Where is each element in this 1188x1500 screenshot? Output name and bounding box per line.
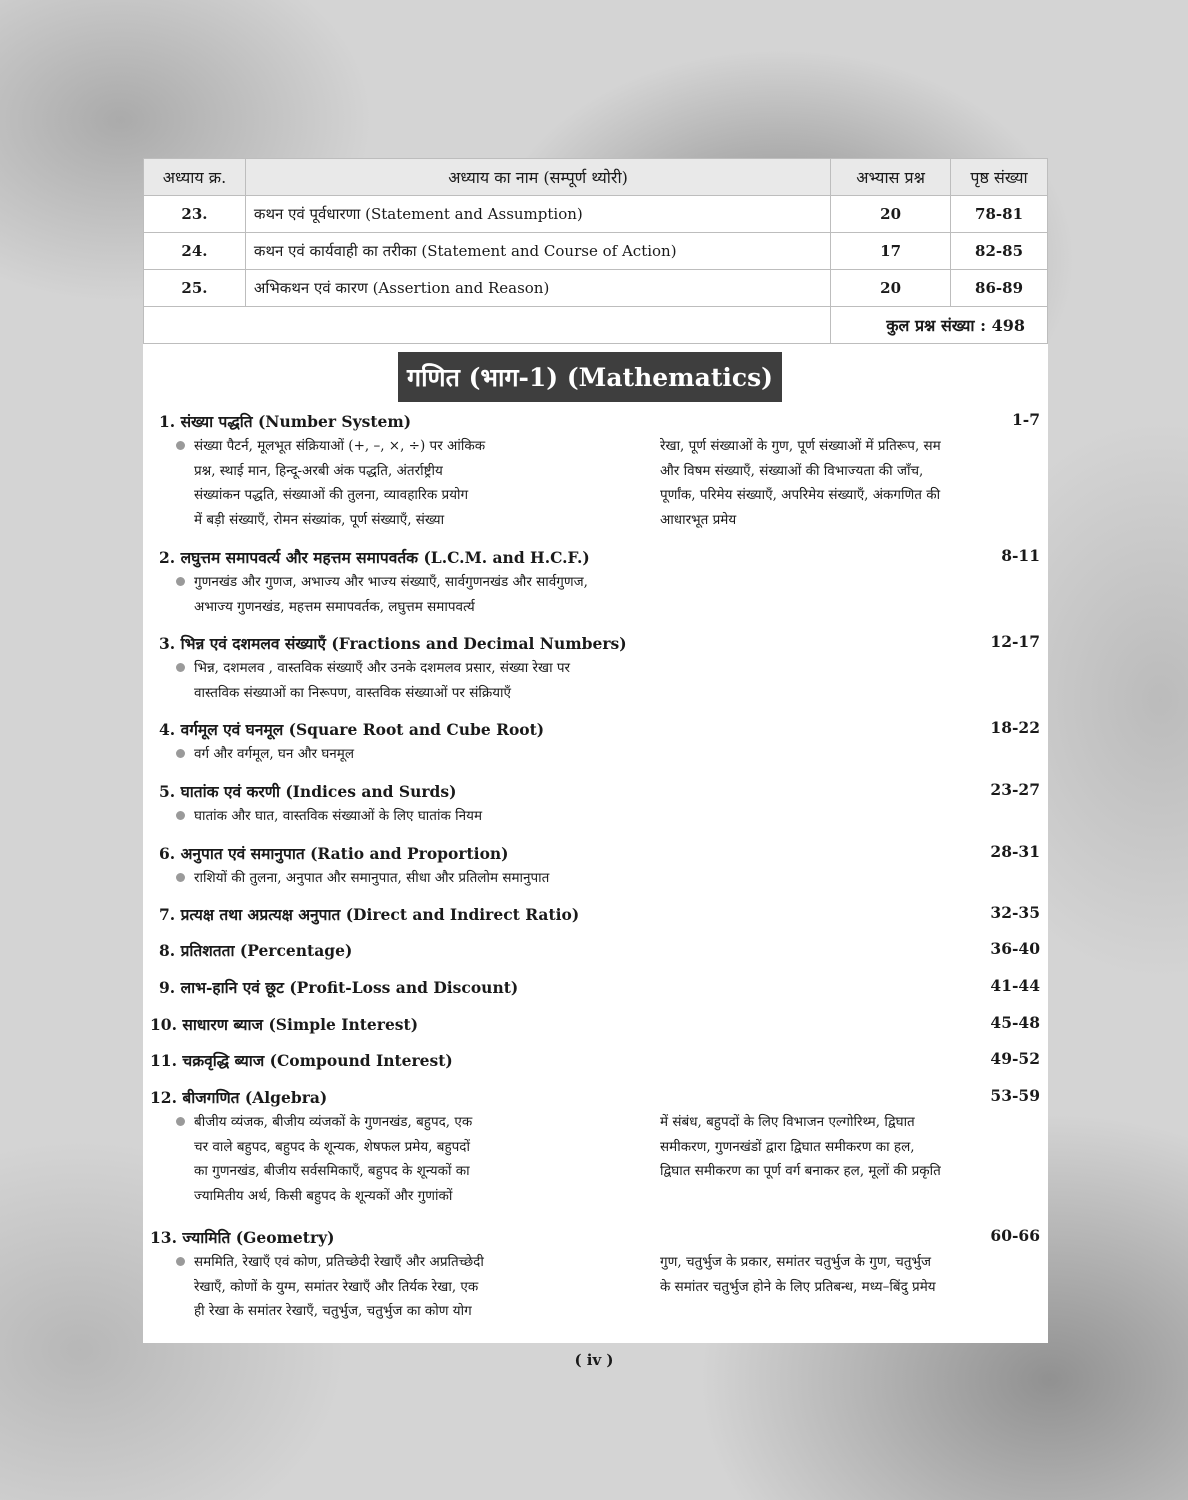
chapter-title: 9. लाभ-हानि एवं छूट (Profit-Loss and Discount) [159, 978, 519, 997]
chapter-name: कथन एवं कार्यवाही का तरीका (Statement and Course of Action) [245, 233, 830, 270]
page-number-footer: ( iv ) [574, 1351, 614, 1369]
topic-line: वर्ग और वर्गमूल, घन और घनमूल [194, 746, 355, 762]
chapter-title: 10. साधारण ब्याज (Simple Interest) [150, 1015, 419, 1034]
topics-left-column [194, 570, 674, 619]
toc-entry-heading [143, 780, 1048, 804]
toc-entry [143, 1086, 1048, 1205]
chapter-pages: 23-27 [990, 780, 1040, 799]
chapter-pages: 32-35 [990, 903, 1040, 922]
toc-entry [143, 903, 1048, 927]
chapter-pages: 18-22 [990, 718, 1040, 737]
topics-left-column [194, 742, 674, 767]
chapter-pages: 45-48 [990, 1013, 1040, 1032]
bullet-icon [176, 577, 185, 586]
toc-entry-heading [143, 1226, 1048, 1250]
chapter-table [143, 158, 1048, 344]
toc-entry [143, 718, 1048, 762]
chapter-pages: 12-17 [990, 632, 1040, 651]
toc-entry-heading [143, 1013, 1048, 1037]
topic-line: प्रश्न, स्थाई मान, हिन्दू-अरबी अंक पद्धति, अंतर्राष्ट्रीय [194, 462, 443, 479]
toc-entry-heading [143, 632, 1048, 656]
chapter-title: 4. वर्गमूल एवं घनमूल (Square Root and Cube Root) [159, 720, 545, 739]
chapter-title: 12. बीजगणित (Algebra) [150, 1088, 328, 1107]
chapter-pages: 1-7 [1011, 410, 1040, 429]
topic-line: गुणनखंड और गुणज, अभाज्य और भाज्य संख्याएँ, सार्वगुणनखंड और सार्वगुणज, [194, 574, 588, 590]
topic-line: रेखाएँ, कोणों के युग्म, समांतर रेखाएँ और तिर्यक रेखा, एक [194, 1278, 479, 1295]
chapter-pages: 36-40 [990, 939, 1040, 958]
topic-line: राशियों की तुलना, अनुपात और समानुपात, सीधा और प्रतिलोम समानुपात [194, 870, 550, 886]
practice-count: 20 [831, 270, 951, 307]
page-range: 86-89 [951, 270, 1048, 307]
toc-entry [143, 780, 1048, 824]
topic-line: घातांक और घात, वास्तविक संख्याओं के लिए घातांक नियम [194, 808, 483, 824]
bullet-icon [176, 873, 185, 882]
chapter-title: 13. ज्यामिति (Geometry) [150, 1228, 335, 1247]
header-page-number: पृष्ठ संख्या [951, 159, 1048, 196]
topic-line: के समांतर चतुर्भुज होने के लिए प्रतिबन्ध, मध्य–बिंदु प्रमेय [660, 1278, 936, 1295]
total-spacer [144, 307, 831, 344]
chapter-title: 8. प्रतिशतता (Percentage) [159, 941, 353, 960]
chapter-title: 3. भिन्न एवं दशमलव संख्याएँ (Fractions and Decimal Numbers) [159, 634, 627, 653]
table-row [144, 196, 1048, 233]
topic-line: भिन्न, दशमलव , वास्तविक संख्याएँ और उनके दशमलव प्रसार, संख्या रेखा पर [194, 660, 571, 676]
chapter-title: 5. घातांक एवं करणी (Indices and Surds) [159, 782, 457, 801]
bullet-icon [176, 441, 185, 450]
topic-line: बीजीय व्यंजक, बीजीय व्यंजकों के गुणनखंड, बहुपद, एक [194, 1114, 473, 1130]
chapter-name: अभिकथन एवं कारण (Assertion and Reason) [245, 270, 830, 307]
header-practice-questions: अभ्यास प्रश्न [831, 159, 951, 196]
chapter-pages: 41-44 [990, 976, 1040, 995]
toc-entry-heading [143, 1049, 1048, 1073]
toc-entry [143, 939, 1048, 963]
bullet-icon [176, 1257, 185, 1266]
table-row [144, 233, 1048, 270]
toc-entry [143, 410, 1048, 529]
bullet-icon [176, 1117, 185, 1126]
toc-entry-heading [143, 842, 1048, 866]
section-banner: गणित (भाग-1) (Mathematics) [398, 352, 782, 402]
chapter-title: 7. प्रत्यक्ष तथा अप्रत्यक्ष अनुपात (Direct and Indirect Ratio) [159, 905, 580, 924]
topics-right-column [660, 1250, 973, 1299]
toc-entry-heading [143, 410, 1048, 434]
topic-line: का गुणनखंड, बीजीय सर्वसमिकाएँ, बहुपद के शून्यकों का [194, 1163, 470, 1180]
chapter-title: 1. संख्या पद्धति (Number System) [159, 412, 412, 431]
toc-entry-heading [143, 903, 1048, 927]
practice-count: 20 [831, 196, 951, 233]
topic-line: द्विघात समीकरण का पूर्ण वर्ग बनाकर हल, मूलों की प्रकृति [660, 1163, 941, 1180]
topic-line: चर वाले बहुपद, बहुपद के शून्यक, शेषफल प्रमेय, बहुपदों [194, 1138, 470, 1155]
chapter-number: 23. [144, 196, 246, 233]
topic-line: और विषम संख्याएँ, संख्याओं की विभाज्यता की जाँच, [660, 462, 924, 479]
toc-entry [143, 546, 1048, 615]
toc-entry-heading [143, 939, 1048, 963]
topic-line: समीकरण, गुणनखंडों द्वारा द्विघात समीकरण का हल, [660, 1138, 915, 1155]
header-chapter-no: अध्याय क्र. [144, 159, 246, 196]
chapter-title: 2. लघुत्तम समापवर्त्य और महत्तम समापवर्तक (L.C.M. and H.C.F.) [159, 548, 590, 567]
chapter-pages: 8-11 [1001, 546, 1040, 565]
total-questions: कुल प्रश्न संख्या : 498 [831, 307, 1048, 344]
page-range: 78-81 [951, 196, 1048, 233]
toc-entry-heading [143, 718, 1048, 742]
toc-entry [143, 842, 1048, 886]
table-header-row [144, 159, 1048, 196]
topic-line: रेखा, पूर्ण संख्याओं के गुण, पूर्ण संख्याओं में प्रतिरूप, सम [660, 438, 941, 454]
topics-left-column [194, 1250, 507, 1324]
topic-line: ही रेखा के समांतर रेखाएँ, चतुर्भुज, चतुर्भुज का कोण योग [194, 1303, 472, 1320]
toc-entry [143, 1226, 1048, 1320]
chapter-number: 24. [144, 233, 246, 270]
topic-line: वास्तविक संख्याओं का निरूपण, वास्तविक संख्याओं पर संक्रियाएँ [194, 684, 512, 701]
topics-right-column [660, 1110, 973, 1184]
chapter-pages: 49-52 [990, 1049, 1040, 1068]
chapter-pages: 53-59 [990, 1086, 1040, 1105]
table-row [144, 270, 1048, 307]
page-range: 82-85 [951, 233, 1048, 270]
chapter-pages: 60-66 [990, 1226, 1040, 1245]
topic-line: आधारभूत प्रमेय [660, 512, 737, 529]
toc-entry [143, 1013, 1048, 1037]
toc-entry [143, 632, 1048, 701]
practice-count: 17 [831, 233, 951, 270]
topics-left-column [194, 1110, 507, 1209]
bullet-icon [176, 663, 185, 672]
bullet-icon [176, 811, 185, 820]
topic-line: संख्या पैटर्न, मूलभूत संक्रियाओं (+, –, ×, ÷) पर आंकिक [194, 438, 486, 454]
chapter-title: 11. चक्रवृद्धि ब्याज (Compound Interest) [150, 1051, 453, 1070]
chapter-pages: 28-31 [990, 842, 1040, 861]
table-total-row [144, 307, 1048, 344]
chapter-title: 6. अनुपात एवं समानुपात (Ratio and Proportion) [159, 844, 509, 863]
topic-line: अभाज्य गुणनखंड, महत्तम समापवर्तक, लघुत्तम समापवर्त्य [194, 598, 475, 615]
toc-entry-heading [143, 546, 1048, 570]
header-chapter-name: अध्याय का नाम (सम्पूर्ण थ्योरी) [245, 159, 830, 196]
chapter-name: कथन एवं पूर्वधारणा (Statement and Assumption) [245, 196, 830, 233]
topics-left-column [194, 656, 674, 705]
topics-left-column [194, 434, 507, 533]
topics-left-column [194, 804, 674, 829]
toc-entry [143, 976, 1048, 1000]
topic-line: में संबंध, बहुपदों के लिए विभाजन एल्गोरिथ्म, द्विघात [660, 1114, 915, 1130]
toc-entry-heading [143, 976, 1048, 1000]
toc-entry [143, 1049, 1048, 1073]
topics-right-column [660, 434, 973, 533]
chapter-number: 25. [144, 270, 246, 307]
toc-entry-heading [143, 1086, 1048, 1110]
topic-line: पूर्णांक, परिमेय संख्याएँ, अपरिमेय संख्याएँ, अंकगणित की [660, 487, 941, 504]
topic-line: संख्यांकन पद्धति, संख्याओं की तुलना, व्यावहारिक प्रयोग [194, 487, 469, 504]
bullet-icon [176, 749, 185, 758]
topic-line: गुण, चतुर्भुज के प्रकार, समांतर चतुर्भुज के गुण, चतुर्भुज [660, 1254, 931, 1270]
topics-left-column [194, 866, 674, 891]
topic-line: सममिति, रेखाएँ एवं कोण, प्रतिच्छेदी रेखाएँ और अप्रतिच्छेदी [194, 1254, 484, 1270]
topic-line: में बड़ी संख्याएँ, रोमन संख्यांक, पूर्ण संख्याएँ, संख्या [194, 512, 445, 529]
topic-line: ज्यामितीय अर्थ, किसी बहुपद के शून्यकों और गुणांकों [194, 1188, 453, 1205]
